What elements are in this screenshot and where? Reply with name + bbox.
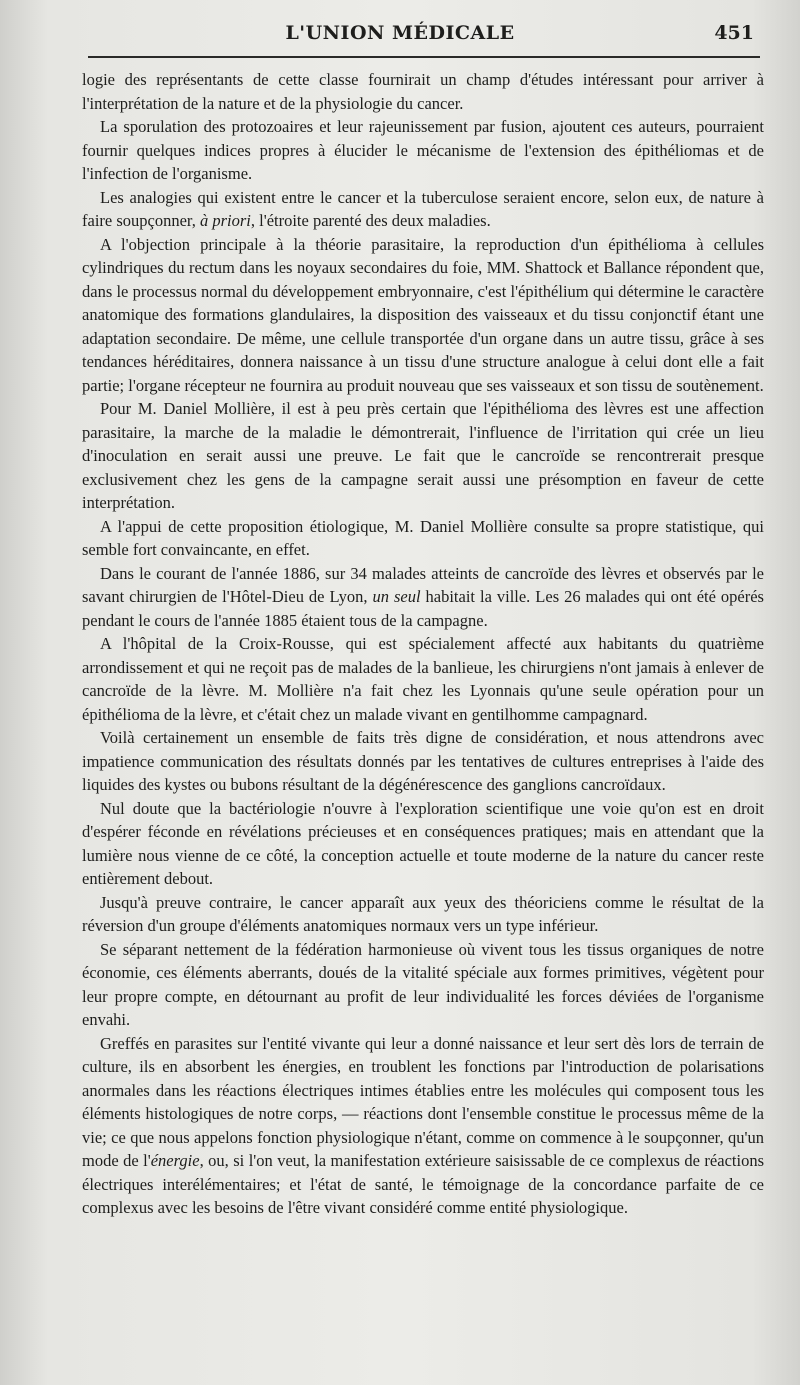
- paragraph-3: [82, 186, 764, 233]
- paragraph-9: [82, 726, 764, 797]
- paragraph-text: A l'appui de cette proposition étiologique, M. Daniel Mollière consulte sa propre statistique, qui semble fort convaincante, en effet.: [82, 516, 764, 559]
- paragraph-5: [82, 397, 764, 515]
- paragraph-text: Jusqu'à preuve contraire, le cancer apparaît aux yeux des théoriciens comme le résultat de la réversion d'un groupe d'éléments anatomiques normaux vers un type inférieur.: [82, 892, 764, 935]
- paragraph-text: A l'objection principale à la théorie parasitaire, la reproduction d'un épithélioma à cellules cylindriques du rectum dans les noyaux secondaires du foie, MM. Shattock et Ballance répondent que, dans le processus normal du développement embryonnaire, c'est l'épithélium qui détermine le caractère anatomique des formations glandulaires, la disposition des vaisseaux et du tissu conjonctif étant une adaptation secondaire. De même, une cellule transportée d'un organe dans un autre tissu, grâce à ses tendances héréditaires, donnera naissance à un tissu d'une structure analogue à celui dont elle a fait partie; l'organe récepteur ne fournira au produit nouveau que ses vaisseaux et son tissu de soutènement.: [82, 234, 764, 395]
- paragraph-text: La sporulation des protozoaires et leur rajeunissement par fusion, ajoutent ces auteurs, pourraient fournir quelques indices propres à élucider le mécanisme de l'extension des épithéliomas et de l'infection de l'organisme.: [82, 117, 764, 183]
- paragraph-text: Pour M. Daniel Mollière, il est à peu près certain que l'épithélioma des lèvres est une affection parasitaire, la marche de la maladie le démontrerait, l'influence de l'irritation qui crée un lieu d'inoculation en serait aussi une preuve. Le fait que le cancroïde se rencontrerait presque exclusivement chez les gens de la campagne serait aussi une présomption en faveur de cette interprétation.: [82, 399, 764, 512]
- paragraph-10: [82, 797, 764, 891]
- paragraph-text: Greffés en parasites sur l'entité vivante qui leur a donné naissance et leur sert dès lors de terrain de culture, ils en absorbent les énergies, en troublent les fonctions par l'introduction de polarisations anormales dans les réactions électriques intimes établies entre les molécules qui composent tous les éléments histologiques de notre corps, — réactions dont l'ensemble constitue le processus même de la vie; ce que nous appelons fonction physiologique n'étant, comme on commence à le soupçonner, qu'un mode de l': [82, 1033, 764, 1170]
- paragraph-7: [82, 562, 764, 633]
- paragraph-12: [82, 938, 764, 1032]
- paragraph-8: [82, 632, 764, 726]
- paragraph-text: Les analogies qui existent entre le cancer et la tuberculose seraient encore, selon eux, de nature à faire soupçonner,: [82, 187, 764, 230]
- header-rule: [88, 56, 760, 58]
- article-body: [82, 68, 764, 1220]
- paragraph-text: , l'étroite parenté des deux maladies.: [250, 211, 491, 230]
- page-header: [0, 18, 800, 58]
- italic-phrase: à priori: [200, 211, 251, 230]
- paragraph-text: Dans le courant de l'année 1886, sur 34 malades atteints de cancroïde des lèvres et observés par le savant chirurgien de l'Hôtel-Dieu de Lyon,: [82, 563, 764, 606]
- paragraph-1: [82, 68, 764, 115]
- italic-phrase: énergie: [150, 1151, 200, 1170]
- paragraph-text: logie des représentants de cette classe fournirait un champ d'études intéressant pour arriver à l'interprétation de la nature et de la physiologie du cancer.: [82, 70, 764, 113]
- paragraph-6: [82, 515, 764, 562]
- paragraph-text: A l'hôpital de la Croix-Rousse, qui est spécialement affecté aux habitants du quatrième arrondissement et qui ne reçoit pas de malades de la banlieue, les chirurgiens n'ont jamais à enlever de cancroïde de la lèvre. M. Mollière n'a fait chez les Lyonnais qu'une seule opération pour un épithélioma de la lèvre, et c'était chez un malade vivant en gentilhomme campagnard.: [82, 634, 764, 724]
- paragraph-11: [82, 891, 764, 938]
- italic-phrase: un seul: [372, 587, 421, 606]
- paragraph-text: habitait la ville. Les 26 malades qui ont été opérés pendant le cours de l'année 1885 étaient tous de la campagne.: [82, 587, 764, 630]
- running-title: L'UNION MÉDICALE: [285, 22, 515, 44]
- paragraph-text: Voilà certainement un ensemble de faits très digne de considération, et nous attendrons avec impatience communication des résultats donnés par les tentatives de cultures entreprises à l'aide des liquides des kystes ou bubons résultant de la dégénérescence des ganglions cancroïdaux.: [82, 728, 764, 794]
- paragraph-4: [82, 233, 764, 398]
- paragraph-text: , ou, si l'on veut, la manifestation extérieure saisissable de ce complexus de réactions électriques interélémentaires; et l'état de santé, le témoignage de la concordance parfaite de ce complexus avec les besoins de l'être vivant considéré comme entité physiologique.: [82, 1151, 764, 1217]
- paragraph-text: Se séparant nettement de la fédération harmonieuse où vivent tous les tissus organiques de notre économie, ces éléments aberrants, doués de la vitalité spéciale aux formes primitives, végètent pour leur propre compte, en détournant au profit de leur individualité les forces déviées de l'organisme envahi.: [82, 939, 764, 1029]
- page-number: 451: [714, 22, 754, 44]
- paragraph-13: [82, 1032, 764, 1220]
- paragraph-2: [82, 115, 764, 186]
- paragraph-text: Nul doute que la bactériologie n'ouvre à l'exploration scientifique une voie qu'on est en droit d'espérer féconde en révélations précieuses et en conséquences pratiques; mais en attendant que la lumière nous vienne de ce côté, la conception actuelle et toute moderne de la nature du cancer reste entièrement debout.: [82, 798, 764, 888]
